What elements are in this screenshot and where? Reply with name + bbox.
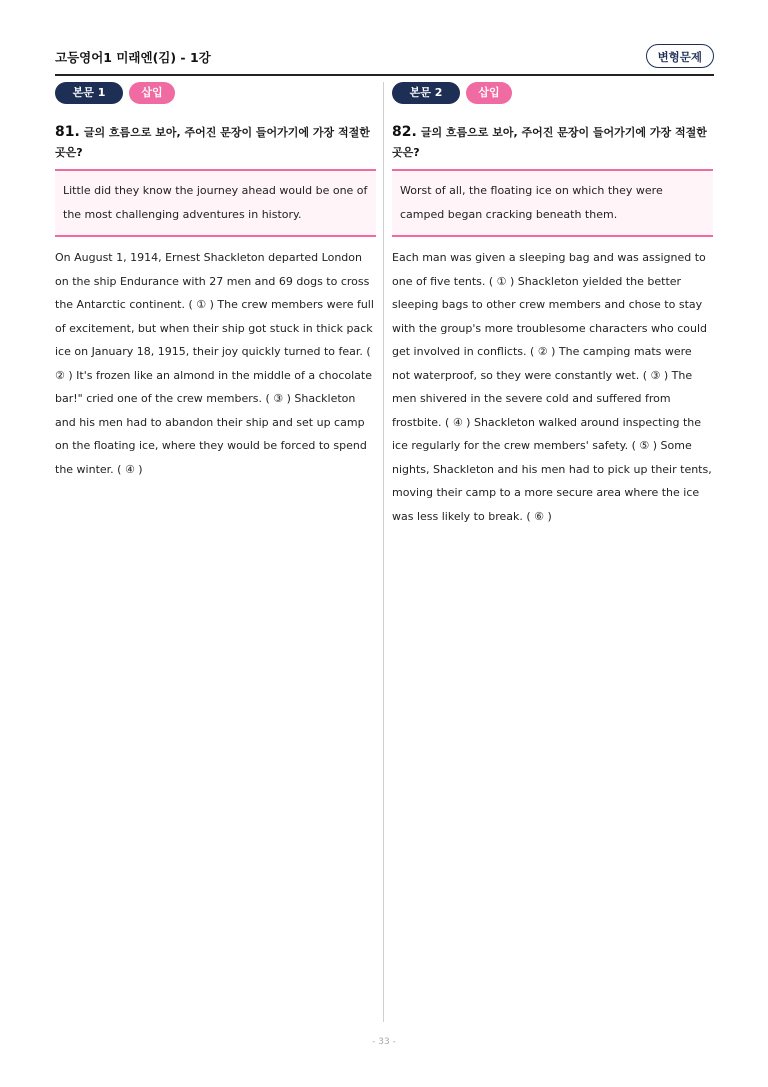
question-prompt [392, 122, 713, 163]
question-text: 글의 흐름으로 보아, 주어진 문장이 들어가기에 가장 적절한 곳은? [55, 126, 370, 159]
given-sentence-box: Little did they know the journey ahead would be one of the most challenging adventures in history. [55, 169, 376, 237]
question-column-2 [392, 82, 713, 528]
page-header [55, 44, 714, 76]
tag-row [55, 82, 376, 104]
question-type-tag: 삽입 [129, 82, 175, 104]
page-title: 고등영어1 미래엔(김) - 1강 [55, 50, 211, 65]
column-divider [383, 82, 384, 1022]
question-prompt [55, 122, 376, 163]
page-number: - 33 - [372, 1037, 396, 1047]
question-text: 글의 흐름으로 보아, 주어진 문장이 들어가기에 가장 적절한 곳은? [392, 126, 707, 159]
passage-tag: 본문 2 [392, 82, 460, 104]
question-column-1 [55, 82, 376, 481]
passage-text: Each man was given a sleeping bag and was assigned to one of five tents. ( ① ) Shackleton yielded the better sleeping bags to other crew members and chose to stay with the group's more troublesome characters who could get involved in conflicts. ( ② ) The camping mats were not waterproof, so they were constantly wet. ( ③ ) The men shivered in the severe cold and suffered from frostbite. ( ④ ) Shackleton walked around inspecting the ice regularly for the crew members' safety. ( ⑤ ) Some nights, Shackleton and his men had to pick up their tents, moving their camp to a more secure area where the ice was less likely to break. ( ⑥ ) [392, 251, 712, 523]
passage-tag: 본문 1 [55, 82, 123, 104]
tag-row [392, 82, 713, 104]
question-number: 81. [55, 124, 80, 140]
given-sentence-box: Worst of all, the floating ice on which they were camped began cracking beneath them. [392, 169, 713, 237]
question-number: 82. [392, 124, 417, 140]
category-badge: 변형문제 [646, 44, 714, 68]
passage-text: On August 1, 1914, Ernest Shackleton departed London on the ship Endurance with 27 men and 69 dogs to cross the Antarctic continent. ( ① ) The crew members were full of excitement, but when their ship got stuck in thick pack ice on January 18, 1915, their joy quickly turned to fear. ( ② ) It's frozen like an almond in the middle of a chocolate bar!" cried one of the crew members. ( ③ ) Shackleton and his men had to abandon their ship and set up camp on the floating ice, where they would be forced to spend the winter. ( ④ ) [55, 251, 374, 476]
question-type-tag: 삽입 [466, 82, 512, 104]
